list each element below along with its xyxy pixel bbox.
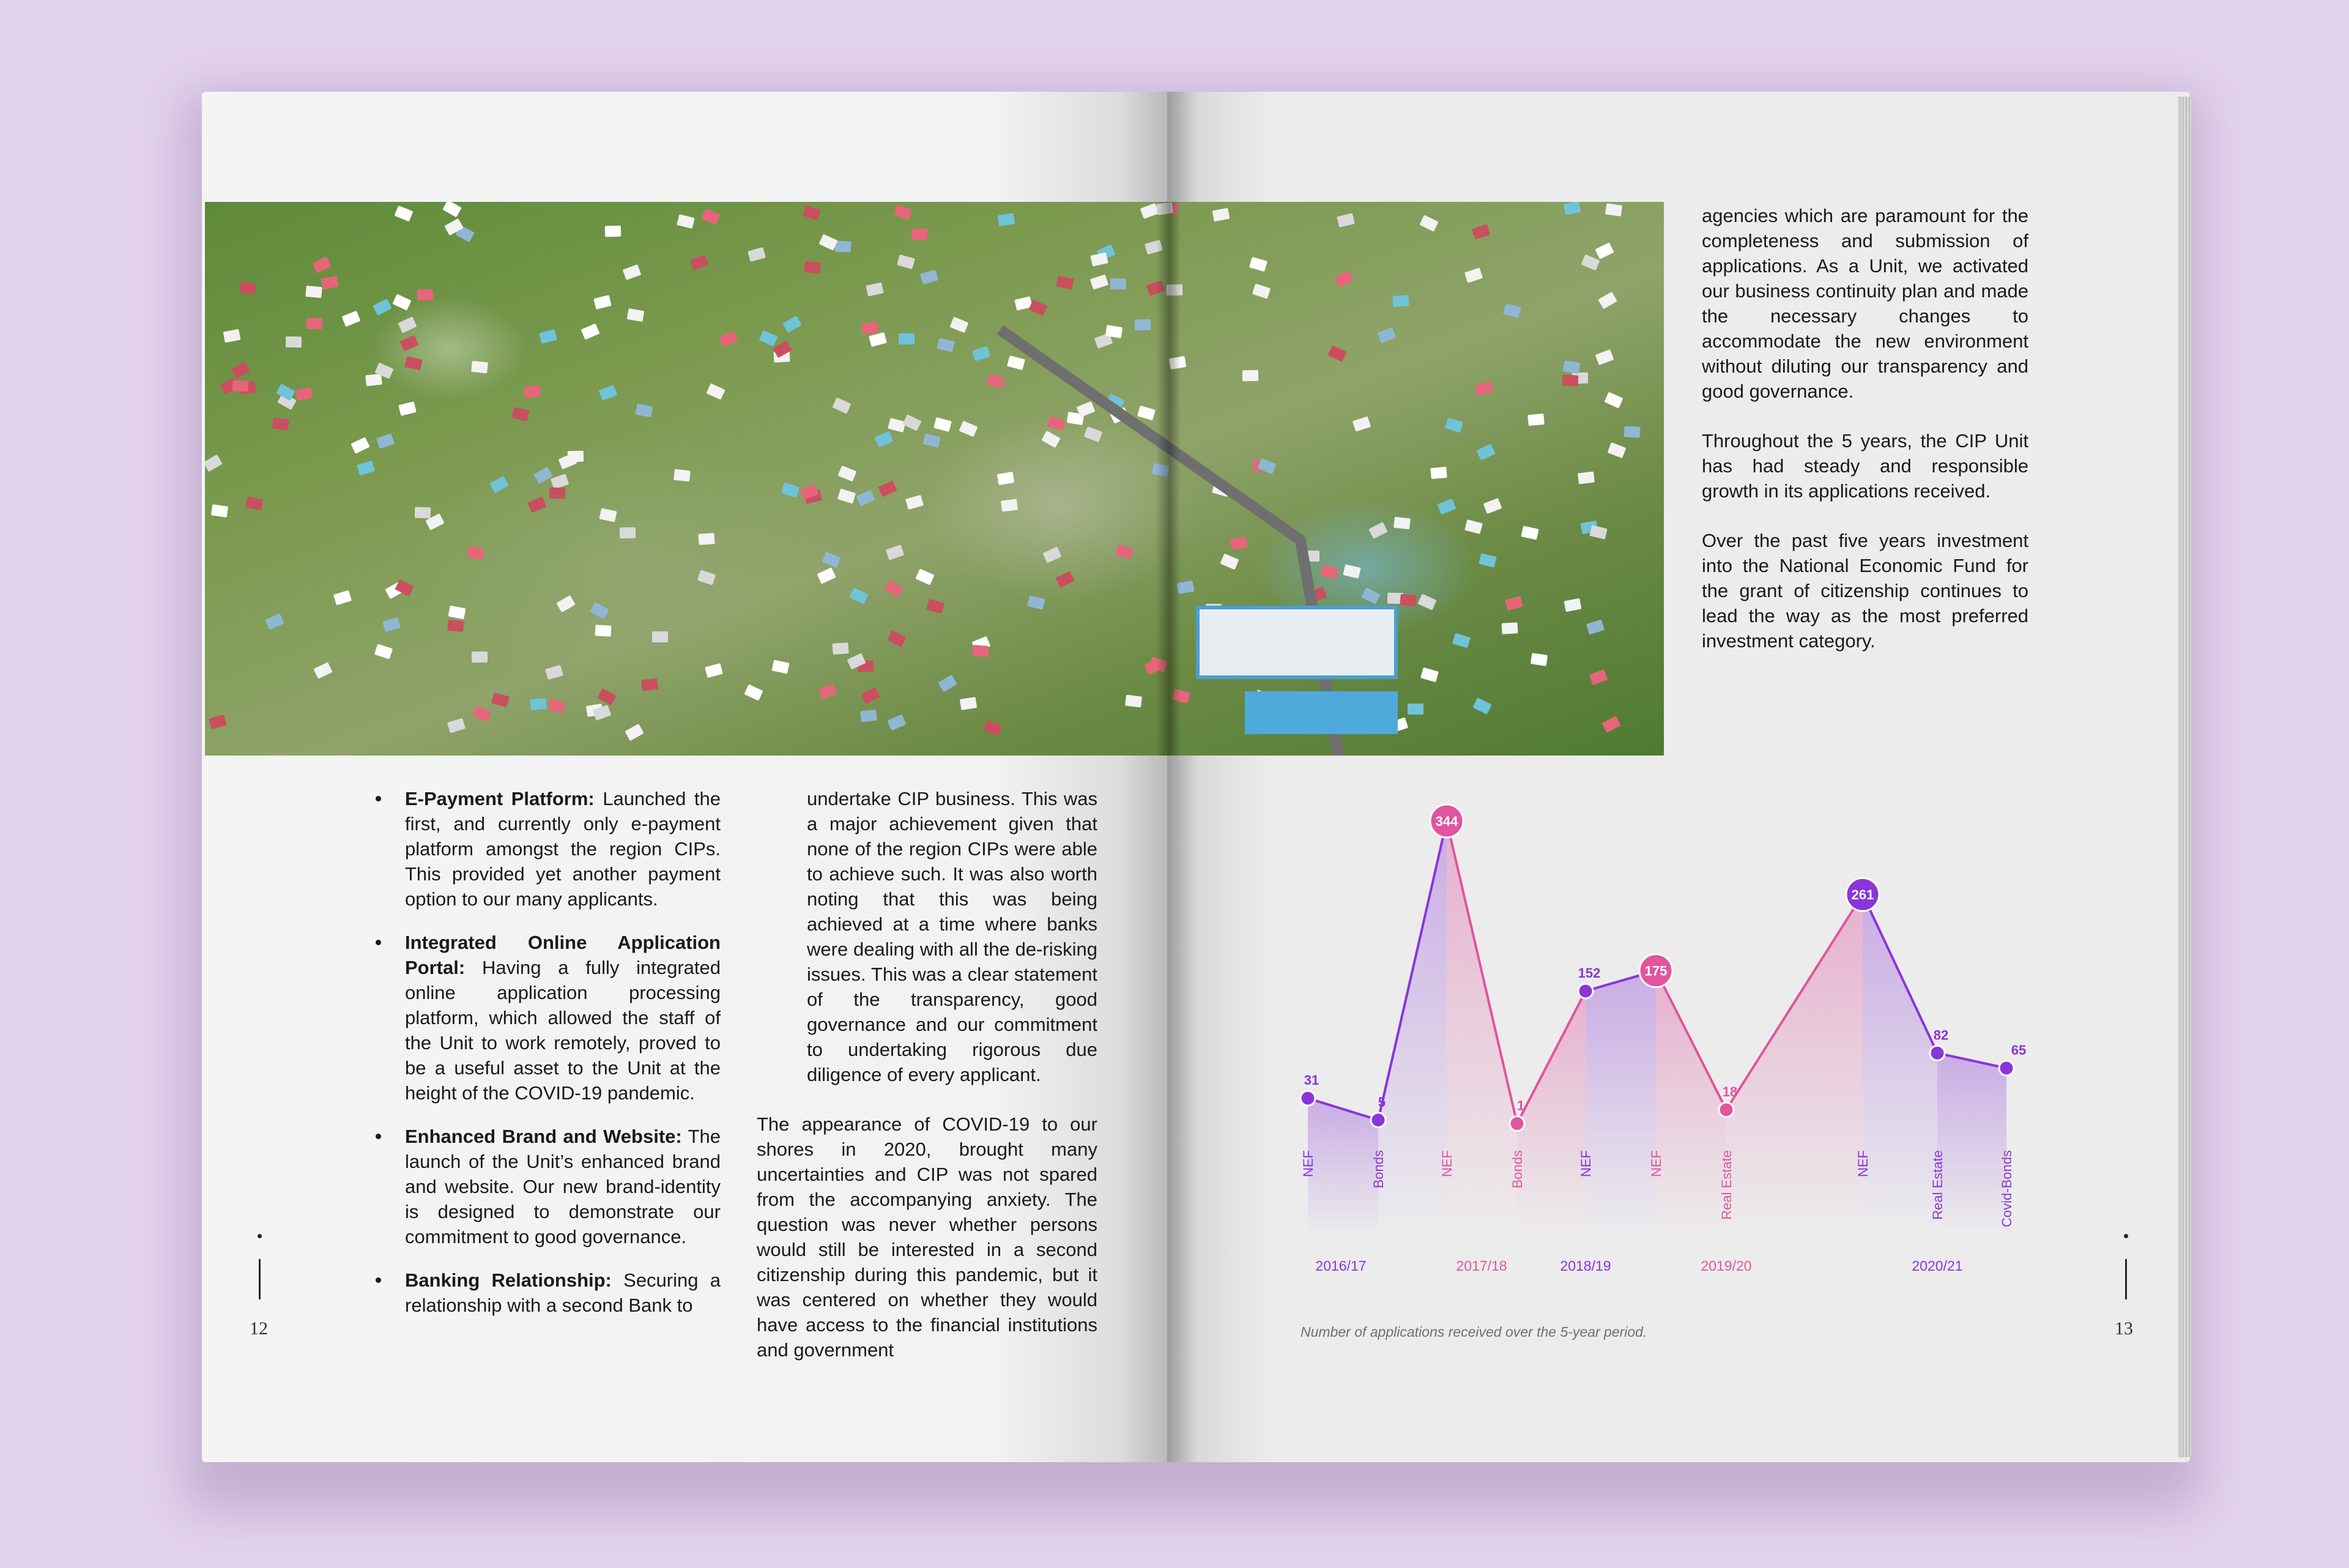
house-roof (1605, 203, 1622, 216)
house-roof (837, 489, 856, 504)
year-label: 2017/18 (1456, 1258, 1507, 1274)
house-roof (357, 461, 375, 476)
data-point (1930, 1046, 1945, 1060)
house-roof (838, 466, 857, 481)
house-roof (887, 630, 906, 647)
year-label: 2019/20 (1701, 1258, 1752, 1274)
page-marker-dot (2124, 1234, 2128, 1238)
category-label: Covid-Bonds (1999, 1150, 2014, 1227)
house-roof (690, 255, 709, 270)
house-roof (295, 387, 313, 401)
applications-chart (1272, 789, 2055, 1297)
house-roof (599, 508, 617, 522)
bullet-title: Integrated Online Application Portal: (405, 932, 721, 978)
area-segment (1517, 991, 1586, 1236)
house-roof (1417, 593, 1436, 610)
house-roof (1438, 499, 1457, 515)
house-roof (1393, 517, 1411, 530)
house-roof (382, 617, 401, 632)
house-roof (817, 567, 836, 584)
house-roof (1604, 392, 1623, 408)
house-roof (1503, 303, 1521, 318)
house-roof (1475, 381, 1493, 396)
house-roof (972, 346, 990, 362)
house-roof (1419, 215, 1438, 232)
house-roof (998, 213, 1015, 226)
house-roof (1505, 596, 1523, 611)
house-roof (1521, 526, 1538, 540)
house-roof (1595, 349, 1614, 365)
house-roof (1125, 694, 1142, 707)
house-roof (1563, 202, 1581, 215)
house-roof (782, 316, 801, 333)
category-label: NEF (1649, 1150, 1664, 1177)
house-roof (781, 482, 800, 497)
paragraph: Over the past five years investment into the National Economic Fund for the grant of citizenship continues to lead the way as the most preferred investment category. (1702, 530, 2028, 652)
house-roof (533, 467, 553, 485)
data-point (1999, 1061, 2014, 1076)
house-roof (1464, 267, 1483, 283)
house-roof (447, 620, 464, 632)
house-roof (1135, 319, 1151, 331)
list-item (372, 1124, 721, 1249)
house-roof (547, 699, 565, 713)
house-roof (351, 437, 369, 454)
house-roof (832, 397, 851, 414)
house-roof (1563, 360, 1580, 374)
house-roof (1047, 416, 1066, 431)
house-roof (822, 552, 841, 568)
category-label: Real Estate (1930, 1150, 1945, 1220)
house-roof (818, 683, 837, 699)
house-roof (398, 401, 417, 416)
house-roof (528, 497, 547, 513)
house-roof (312, 256, 331, 273)
house-roof (1420, 667, 1439, 682)
house-roof (447, 718, 466, 734)
page-edges (2178, 97, 2191, 1457)
aerial-photo (205, 202, 1664, 756)
house-roof (1624, 426, 1640, 438)
bullet-body: The launch of the Unit’s enhanced brand and website. Our new brand-identity is designed to demonstrate our commitment to good governance. (405, 1126, 721, 1247)
house-roof (1608, 442, 1627, 458)
house-roof (205, 455, 223, 472)
house-roof (211, 504, 228, 517)
data-label: 31 (1304, 1072, 1319, 1088)
house-roof (894, 204, 912, 220)
blue-roof-building (1245, 691, 1398, 734)
house-roof (771, 660, 789, 674)
page-marker-rule (2125, 1259, 2127, 1299)
house-roof (321, 276, 339, 290)
house-roof (1334, 270, 1354, 288)
house-roof (1445, 418, 1463, 433)
school-building (1196, 606, 1398, 679)
house-roof (674, 469, 691, 482)
house-roof (869, 332, 887, 347)
house-roof (1581, 255, 1600, 271)
house-roof (926, 599, 944, 614)
house-roof (719, 331, 738, 347)
data-label: 344 (1435, 814, 1458, 829)
house-roof (306, 318, 322, 329)
house-roof (897, 255, 915, 269)
bullet-body: Having a fully integrated online application processing platform, which allowed the staff of the Unit to work remotely, proved to be a useful asset to the Unit at the height of the COVID-19 pandemic. (405, 957, 721, 1104)
house-roof (911, 229, 927, 240)
data-label: 82 (1933, 1027, 1949, 1043)
house-roof (623, 264, 642, 280)
house-roof (705, 663, 723, 678)
house-roof (1042, 546, 1061, 563)
house-roof (1077, 401, 1096, 417)
house-roof (1464, 519, 1483, 534)
house-roof (231, 362, 250, 379)
house-roof (1408, 704, 1423, 715)
house-roof (1472, 697, 1491, 715)
book-fold-shadow (1156, 202, 1181, 756)
house-roof (1084, 426, 1103, 442)
area-segment (1308, 1098, 1378, 1236)
house-roof (888, 418, 906, 433)
house-roof (415, 507, 431, 519)
house-roof (832, 642, 848, 655)
house-roof (1483, 498, 1502, 514)
house-roof (590, 602, 609, 619)
house-roof (875, 431, 894, 447)
house-roof (1090, 274, 1108, 289)
house-roof (804, 261, 821, 273)
data-point (1578, 984, 1593, 998)
house-roof (899, 333, 915, 344)
house-roof (997, 472, 1014, 485)
house-roof (1400, 594, 1416, 606)
house-roof (959, 421, 978, 437)
house-roof (539, 329, 557, 344)
house-roof (1028, 299, 1047, 316)
house-roof (1472, 224, 1490, 239)
category-label: Real Estate (1719, 1150, 1734, 1220)
list-item (372, 930, 721, 1105)
house-roof (1589, 525, 1607, 539)
house-roof (442, 202, 461, 217)
category-label: Bonds (1371, 1150, 1386, 1189)
house-roof (605, 226, 621, 237)
house-roof (448, 606, 466, 620)
house-roof (920, 270, 938, 284)
house-roof (1361, 587, 1380, 604)
house-roof (1249, 257, 1267, 272)
paragraph: agencies which are paramount for the completeness and submission of applications. As a Unit, we activated our business continuity plan and made the necessary changes to accommodate the new environment without diluting our transparency and good governance. (1702, 205, 2028, 402)
house-roof (702, 209, 721, 225)
house-roof (1055, 571, 1074, 588)
house-roof (1105, 325, 1123, 338)
area-segment (1447, 821, 1517, 1236)
house-roof (491, 693, 510, 707)
house-roof (471, 361, 488, 374)
house-roof (1007, 355, 1025, 370)
house-roof (404, 356, 422, 370)
chart-caption: Number of applications received over the 5-year period. (1301, 1324, 1647, 1340)
road (997, 325, 1304, 545)
bullet-body: Launched the first, and currently only e-payment platform amongst the region CIPs. This provided yet another payment option to our many applicants. (405, 788, 721, 910)
area-segment (1586, 971, 1656, 1236)
data-point (1371, 1113, 1386, 1128)
house-roof (232, 381, 248, 392)
house-roof (472, 652, 488, 663)
house-roof (849, 587, 868, 604)
house-roof (803, 205, 821, 220)
house-roof (1598, 292, 1617, 310)
house-roof (1378, 327, 1397, 343)
house-roof (886, 544, 904, 560)
bullet-title: Enhanced Brand and Website: (405, 1126, 682, 1147)
house-roof (365, 374, 382, 387)
house-roof (599, 385, 618, 401)
achievements-list (372, 786, 721, 1336)
house-roof (1137, 406, 1156, 420)
year-label: 2018/19 (1560, 1258, 1611, 1274)
bullet-body: Securing a relationship with a second Bank to (405, 1269, 721, 1316)
house-roof (1578, 471, 1595, 484)
house-roof (530, 698, 547, 711)
house-roof (902, 414, 921, 431)
list-item (372, 786, 721, 912)
house-roof (333, 590, 352, 606)
house-roof (549, 488, 566, 499)
area-segment (1726, 894, 1863, 1236)
house-roof (373, 299, 392, 316)
bullet-title: Banking Relationship: (405, 1269, 612, 1291)
house-roof (342, 311, 361, 327)
house-roof (627, 308, 645, 322)
house-roof (272, 417, 289, 430)
house-roof (545, 665, 563, 680)
right-page-column (1702, 203, 2028, 653)
house-roof (861, 322, 878, 334)
paragraph: The appearance of COVID-19 to our shores in 2020, brought many uncertainties and CIP was not spared from the accompanying anxiety. The question was never whether persons would still be interested in a second citizenship during this pandemic, but it was centered on whether they would have access to the financial institutions and government (757, 1113, 1097, 1361)
house-roof (395, 206, 414, 221)
house-roof (209, 715, 227, 729)
house-roof (922, 433, 940, 447)
house-roof (625, 724, 644, 741)
house-roof (938, 675, 957, 693)
house-roof (597, 688, 616, 705)
house-roof (960, 697, 977, 710)
page-marker-rule (259, 1259, 261, 1299)
house-roof (376, 433, 395, 448)
left-page-column-2 (757, 786, 1097, 1362)
house-roof (1056, 275, 1074, 289)
year-labels (1315, 1258, 1962, 1274)
house-roof (1589, 669, 1608, 685)
house-roof (556, 595, 576, 613)
page-number: 13 (2115, 1318, 2133, 1339)
year-label: 2016/17 (1315, 1258, 1367, 1274)
house-roof (641, 678, 658, 691)
area-segment (1937, 1053, 2006, 1236)
house-roof (1527, 414, 1544, 426)
house-roof (1027, 595, 1045, 609)
house-roof (399, 335, 418, 351)
house-roof (972, 645, 989, 657)
house-roof (305, 286, 322, 298)
house-roof (1586, 620, 1605, 635)
house-roof (1430, 467, 1447, 479)
house-roof (677, 214, 695, 229)
data-label: 5 (1378, 1094, 1386, 1110)
house-roof (984, 720, 1002, 735)
house-roof (905, 495, 924, 510)
data-label: 65 (2011, 1042, 2027, 1058)
house-roof (1337, 213, 1354, 227)
house-roof (866, 282, 883, 296)
data-point (1719, 1102, 1734, 1117)
house-roof (1327, 345, 1346, 362)
house-roof (878, 480, 897, 497)
house-roof (1343, 564, 1360, 578)
page-marker-dot (258, 1234, 262, 1238)
house-roof (1531, 653, 1548, 666)
house-roof (937, 338, 954, 352)
house-roof (1115, 544, 1134, 560)
house-roof (620, 527, 636, 538)
house-roof (417, 289, 433, 300)
house-roof (759, 330, 777, 346)
house-roof (987, 374, 1005, 388)
house-roof (593, 295, 612, 310)
page-number: 12 (250, 1318, 268, 1339)
house-roof (698, 533, 714, 545)
house-roof (933, 417, 952, 432)
house-roof (888, 715, 907, 731)
house-roof (1502, 622, 1518, 634)
house-roof (1242, 370, 1258, 381)
house-roof (1220, 554, 1239, 570)
house-roof (1353, 416, 1371, 431)
paragraph: Throughout the 5 years, the CIP Unit has had steady and responsible growth in its applications received. (1702, 430, 2028, 502)
house-roof (286, 336, 302, 347)
house-roof (1562, 374, 1579, 386)
category-label: NEF (1855, 1150, 1871, 1177)
year-label: 2020/21 (1912, 1258, 1963, 1274)
area-segment (1656, 971, 1726, 1236)
house-roof (697, 570, 716, 585)
house-roof (374, 644, 393, 659)
house-roof (950, 317, 969, 333)
house-roof (884, 580, 903, 597)
house-roof (313, 662, 332, 679)
house-roof (1479, 553, 1497, 568)
data-point (1510, 1117, 1524, 1131)
house-roof (744, 684, 763, 700)
house-roof (1392, 295, 1409, 307)
data-label: 1 (1516, 1098, 1525, 1113)
data-label: 261 (1851, 887, 1874, 903)
data-label: 18 (1722, 1083, 1738, 1099)
house-roof (1230, 537, 1247, 550)
house-roof (524, 385, 541, 399)
house-roof (1595, 242, 1614, 259)
house-roof (915, 568, 934, 585)
house-roof (636, 404, 653, 418)
house-roof (835, 240, 852, 252)
list-item (372, 1268, 721, 1318)
house-roof (706, 383, 725, 399)
house-roof (392, 294, 411, 310)
house-roof (856, 489, 875, 506)
category-label: NEF (1301, 1150, 1316, 1177)
house-roof (472, 705, 491, 722)
bullet-title: E-Payment Platform: (405, 788, 595, 809)
house-roof (398, 316, 417, 333)
house-roof (1001, 499, 1018, 511)
category-label: NEF (1439, 1150, 1455, 1177)
house-roof (1212, 208, 1230, 222)
house-roof (467, 546, 485, 560)
house-roof (1090, 252, 1108, 266)
house-roof (1252, 283, 1271, 299)
category-label: Bonds (1510, 1150, 1525, 1189)
house-roof (1041, 431, 1060, 448)
house-roof (246, 497, 264, 511)
house-roof (239, 281, 257, 295)
house-roof (1320, 565, 1338, 579)
house-roof (581, 324, 600, 340)
area-segment (1378, 821, 1447, 1236)
data-point (1301, 1091, 1315, 1105)
data-label: 175 (1644, 963, 1668, 979)
house-roof (1476, 444, 1495, 460)
house-roof (1564, 598, 1582, 612)
house-roof (1601, 716, 1620, 733)
house-roof (1110, 278, 1126, 289)
area-segment (1863, 894, 1937, 1236)
house-roof (265, 613, 284, 630)
paragraph: undertake CIP business. This was a major achievement given that none of the region CIPs were able to achieve such. It was also worth noting that this was being achieved at a time where banks were dealing with all the de-risking issues. This was a clear statement of the transparency, good governance and our commitment to undertaking rigorous due diligence of every applicant. (807, 788, 1097, 1085)
house-roof (861, 687, 880, 704)
house-roof (489, 476, 508, 493)
house-roof (748, 247, 766, 262)
house-roof (223, 329, 241, 343)
house-roof (860, 710, 877, 723)
house-roof (652, 631, 668, 642)
house-roof (595, 625, 612, 636)
data-label: 152 (1578, 965, 1601, 981)
house-roof (511, 407, 530, 422)
house-roof (1452, 633, 1471, 648)
house-roof (1258, 458, 1277, 474)
house-roof (1368, 522, 1387, 539)
category-label: NEF (1578, 1150, 1594, 1177)
